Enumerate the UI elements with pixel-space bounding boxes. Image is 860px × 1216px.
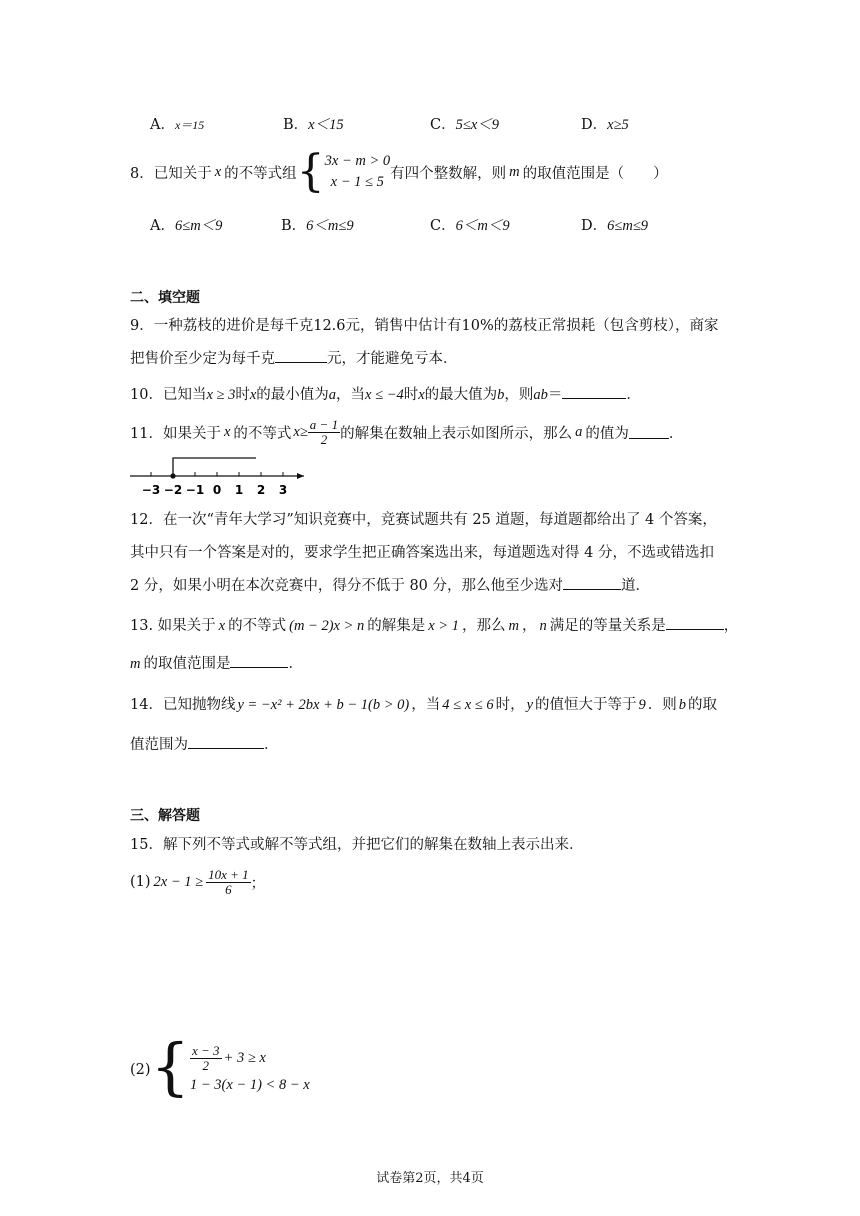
- q15-p2-fraction: [190, 1044, 222, 1072]
- q9-text: 把售价至少定为每千克: [130, 351, 275, 367]
- q13-math: n: [539, 618, 547, 634]
- option-expr: 5≤x＜9: [455, 117, 500, 133]
- q10-math: a: [328, 387, 337, 403]
- q10-text: ．: [626, 387, 641, 403]
- q8-brace: {: [296, 146, 325, 197]
- q13-math: x: [218, 618, 226, 634]
- question-11: [130, 414, 683, 450]
- q10-text: 时: [403, 387, 419, 403]
- q9-answer-blank[interactable]: [275, 350, 327, 363]
- q10-math: b: [497, 387, 505, 403]
- q13-text: 的不等式: [228, 618, 287, 634]
- q8-option-b: [281, 214, 354, 235]
- q14-text: 的值恒大于等于: [535, 697, 637, 713]
- q10-math: x: [249, 387, 257, 403]
- q10-math: x ≤ −4: [365, 387, 404, 403]
- q15-text: ；: [250, 875, 266, 892]
- q14-math: 4 ≤ x ≤ 6: [442, 697, 494, 713]
- axis-label: −1: [185, 483, 205, 497]
- q7-option-c: [430, 113, 499, 134]
- q9-line2: [130, 347, 458, 368]
- q13-text: ，: [723, 618, 739, 634]
- section-title-solutions: 三、解答题: [130, 808, 200, 824]
- option-label: B．: [283, 117, 309, 133]
- q15-part1: [130, 862, 265, 902]
- q8-var-m: m: [509, 163, 520, 180]
- q15-p1-fraction: [206, 868, 251, 896]
- q7-option-a: [150, 113, 204, 134]
- q15-p2-system: [190, 1044, 310, 1095]
- q10-text: 时: [235, 387, 250, 403]
- q11-text: ．: [668, 425, 684, 442]
- frac-num: x − 3: [192, 1043, 220, 1059]
- option-label: D．: [581, 117, 608, 133]
- option-label: D．: [581, 218, 608, 234]
- q13-math: m: [130, 656, 141, 672]
- section-title-fill-in: 二、填空题: [130, 290, 200, 306]
- q8-text: 的取值范围是（ ）: [522, 165, 668, 182]
- solid-point: [170, 473, 175, 478]
- q13-math: x > 1: [428, 618, 459, 634]
- q13-math: (m − 2)x > n: [289, 618, 365, 634]
- q15-p2-line1: [190, 1044, 310, 1072]
- q9-text: 元，才能避免亏本．: [327, 351, 458, 367]
- q10-text: 的最小值为: [256, 387, 329, 403]
- q11-math: a: [575, 423, 583, 440]
- q10-text: ＝: [547, 387, 563, 403]
- q8-option-c: [430, 214, 510, 235]
- q11-answer-blank[interactable]: [629, 426, 669, 439]
- q8-text: 的不等式组: [224, 165, 297, 182]
- q11-fraction: [308, 418, 340, 446]
- solution-ray: [173, 458, 256, 476]
- option-label: C．: [430, 218, 456, 234]
- q13-text: 的解集是: [367, 618, 426, 634]
- option-label: C．: [430, 117, 456, 133]
- question-10: [130, 383, 641, 404]
- q11-math: x≥: [293, 423, 308, 440]
- q14-math: 9: [638, 697, 646, 713]
- part-label: (1): [130, 874, 151, 890]
- q12-text: 道．: [621, 578, 651, 594]
- q13-text: 的取值范围是: [143, 656, 231, 672]
- q7-option-b: [283, 113, 344, 134]
- q13-line2: [130, 652, 303, 673]
- number-line-arrow: [297, 473, 304, 479]
- axis-label: −3: [141, 483, 161, 497]
- number-line-figure: [128, 452, 308, 498]
- q12-line1: 12．在一次“青年大学习”知识竞赛中，竞赛试题共有 25 道题，每道题都给出了 4 个答案，: [130, 512, 717, 528]
- q8-system-line1: 3x − m > 0: [324, 152, 391, 169]
- q12-text: 2 分，如果小明在本次竞赛中，得分不低于 80 分，那么他至少选对: [130, 578, 564, 594]
- q14-answer-blank[interactable]: [188, 736, 264, 749]
- q14-line1: [130, 693, 717, 714]
- q15-stem: 15．解下列不等式或解不等式组，并把它们的解集在数轴上表示出来．: [130, 837, 584, 853]
- q8-system-line2: x − 1 ≤ 5: [330, 174, 384, 190]
- q15-p1-math: 2x − 1 ≥: [153, 873, 204, 890]
- q10-answer-blank[interactable]: [562, 386, 626, 399]
- q10-text: ，则: [504, 387, 534, 403]
- q10-text: 的最大值为: [424, 387, 498, 403]
- option-expr: 6≤m＜9: [174, 218, 223, 234]
- q13-text: ，那么: [461, 618, 506, 634]
- q11-text: 的解集在数轴上表示如图所示，那么: [340, 425, 573, 442]
- option-expr: 6＜m≤9: [306, 218, 354, 234]
- question-8: [130, 146, 668, 197]
- q14-text: ．: [264, 737, 279, 753]
- option-expr: x≥5: [607, 117, 629, 133]
- q15-p2-line2: 1 − 3(x − 1) < 8 − x: [190, 1076, 310, 1093]
- q14-text: ．则: [647, 697, 677, 713]
- option-expr: x＜15: [308, 117, 344, 133]
- q13-answer-blank-2[interactable]: [230, 655, 288, 668]
- q13-text: ，: [521, 618, 537, 634]
- q15-p2-brace: {: [150, 1030, 190, 1103]
- q10-math: x: [418, 387, 425, 403]
- option-expr: 6＜m＜9: [455, 218, 510, 234]
- q15-part2: [130, 1030, 310, 1103]
- q11-frac-num: a − 1: [309, 416, 339, 432]
- frac-den: 2: [202, 1057, 210, 1073]
- q8-text: 8．已知关于: [130, 165, 212, 182]
- q10-text: 10．已知当: [130, 387, 207, 403]
- frac-num: 10x + 1: [208, 866, 249, 882]
- q8-option-a: [150, 214, 222, 235]
- axis-label: 0: [212, 483, 222, 497]
- part-label: (2): [130, 1062, 151, 1078]
- q14-text: 值范围为: [130, 737, 188, 753]
- q11-text: 11．如果关于: [130, 425, 221, 442]
- q14-line2: [130, 733, 279, 754]
- axis-label: 3: [278, 483, 288, 497]
- q11-text: 的不等式: [233, 425, 292, 442]
- q11-frac-den: 2: [320, 431, 328, 447]
- q9-line1: 9．一种荔枝的进价是每千克12.6元，销售中估计有10%的荔枝正常损耗（包含剪枝），商家: [130, 318, 719, 334]
- option-expr: x＝15: [174, 118, 205, 132]
- axis-label: 2: [256, 483, 266, 497]
- q14-text: 14．已知抛物线: [130, 697, 236, 713]
- q13-text: ．: [288, 656, 303, 672]
- q13-answer-blank-1[interactable]: [666, 617, 724, 630]
- q14-text: ，当: [411, 697, 441, 713]
- q10-math: ab: [533, 387, 548, 403]
- q14-math: b: [678, 697, 687, 713]
- q13-text: 满足的等量关系是: [549, 618, 666, 634]
- q8-option-d: [581, 214, 648, 235]
- q13-math: m: [508, 618, 519, 634]
- option-expr: 6≤m≤9: [607, 218, 649, 234]
- q8-var: x: [214, 163, 222, 180]
- q7-option-d: [581, 113, 629, 134]
- q12-answer-blank[interactable]: [563, 577, 621, 590]
- q13-line1: [130, 614, 738, 635]
- option-label: A．: [150, 218, 175, 234]
- option-label: B．: [281, 218, 307, 234]
- q12-line3: [130, 574, 650, 595]
- q8-text: 有四个整数解，则: [390, 165, 507, 182]
- page-footer: 试卷第2页，共4页: [376, 1171, 484, 1186]
- q11-text: 的值为: [585, 425, 629, 442]
- q14-math: y = −x² + 2bx + b − 1(b > 0): [237, 697, 410, 713]
- q13-text: 13. 如果关于: [130, 618, 216, 634]
- q14-text: 的取: [688, 697, 718, 713]
- q8-system: [325, 151, 390, 193]
- q10-text: ，当: [336, 387, 366, 403]
- q15-p2-math: + 3 ≥ x: [223, 1049, 266, 1066]
- q11-math: x: [223, 423, 231, 440]
- axis-label: −2: [163, 483, 183, 497]
- option-label: A．: [150, 117, 175, 133]
- q14-text: 时，: [495, 697, 525, 713]
- frac-den: 6: [225, 881, 232, 897]
- q10-math: x ≥ 3: [206, 387, 236, 403]
- q14-math: y: [526, 697, 534, 713]
- axis-label: 1: [234, 483, 244, 497]
- q12-line2: 其中只有一个答案是对的，要求学生把正确答案选出来，每道题选对得 4 分，不选或错选扣: [130, 545, 714, 561]
